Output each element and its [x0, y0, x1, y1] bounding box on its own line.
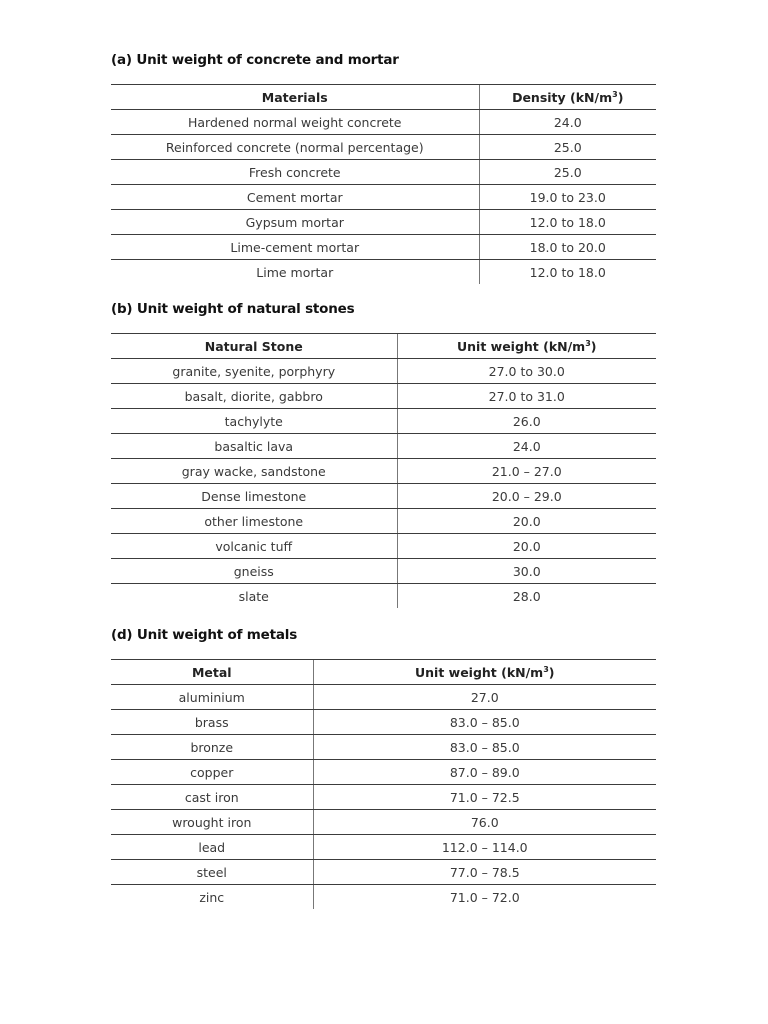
table-header-row: [111, 334, 656, 359]
unit-weight-cell: 21.0 – 27.0: [397, 459, 656, 484]
table-row: [111, 359, 656, 384]
column-header-unit-weight: [397, 334, 656, 359]
unit-weight-cell: 20.0: [397, 509, 656, 534]
unit-weight-cell: 28.0: [397, 584, 656, 609]
metal-cell: copper: [111, 760, 313, 785]
table-row: [111, 710, 656, 735]
unit-weight-cell: 83.0 – 85.0: [313, 735, 656, 760]
material-cell: Cement mortar: [111, 185, 479, 210]
table-row: [111, 434, 656, 459]
stone-cell: other limestone: [111, 509, 397, 534]
unit-weight-cell: 71.0 – 72.5: [313, 785, 656, 810]
density-cell: 24.0: [479, 110, 656, 135]
material-cell: Hardened normal weight concrete: [111, 110, 479, 135]
density-cell: 12.0 to 18.0: [479, 260, 656, 285]
unit-weight-cell: 24.0: [397, 434, 656, 459]
header-text: Density (kN/m: [512, 89, 613, 105]
unit-weight-cell: 27.0 to 30.0: [397, 359, 656, 384]
metal-cell: wrought iron: [111, 810, 313, 835]
table-row: [111, 185, 656, 210]
density-cell: 18.0 to 20.0: [479, 235, 656, 260]
stone-cell: basaltic lava: [111, 434, 397, 459]
metal-cell: zinc: [199, 889, 225, 905]
unit-weight-cell: 83.0 – 85.0: [313, 710, 656, 735]
material-cell: Lime mortar: [256, 264, 334, 280]
section-heading: (b) Unit weight of natural stones: [111, 301, 355, 317]
metal-cell: aluminium: [111, 685, 313, 710]
table-row: [111, 160, 656, 185]
column-header-unit-weight: [313, 660, 656, 685]
unit-weight-cell: 112.0 – 114.0: [313, 835, 656, 860]
unit-weight-cell: 26.0: [397, 409, 656, 434]
column-header-metal: Metal: [111, 660, 313, 685]
table-row: [111, 835, 656, 860]
stone-cell: gray wacke, sandstone: [111, 459, 397, 484]
table-header-row: [111, 85, 656, 110]
concrete-mortar-table: [111, 84, 656, 284]
stone-cell: basalt, diorite, gabbro: [111, 384, 397, 409]
table-row: [111, 735, 656, 760]
material-cell: Lime-cement mortar: [111, 235, 479, 260]
column-header-natural-stone: Natural Stone: [111, 334, 397, 359]
material-cell: Gypsum mortar: [111, 210, 479, 235]
table-row: [111, 885, 656, 910]
metal-cell: steel: [111, 860, 313, 885]
table-row: [111, 760, 656, 785]
density-cell: 19.0 to 23.0: [479, 185, 656, 210]
table-row: [111, 484, 656, 509]
stone-cell: granite, syenite, porphyry: [111, 359, 397, 384]
table-header-row: [111, 660, 656, 685]
metal-cell: bronze: [111, 735, 313, 760]
stone-cell: Dense limestone: [111, 484, 397, 509]
unit-weight-cell: 20.0: [397, 534, 656, 559]
table-row: [111, 135, 656, 160]
header-superscript: 3: [585, 338, 591, 348]
unit-weight-cell: 20.0 – 29.0: [397, 484, 656, 509]
stone-cell: gneiss: [111, 559, 397, 584]
metal-cell: cast iron: [111, 785, 313, 810]
density-cell: 25.0: [479, 160, 656, 185]
natural-stones-table: [111, 333, 656, 608]
table-row: [111, 860, 656, 885]
section-heading: (d) Unit weight of metals: [111, 627, 298, 643]
density-cell: 25.0: [479, 135, 656, 160]
column-header-materials: Materials: [111, 85, 479, 110]
header-text: Unit weight (kN/m: [456, 338, 586, 354]
table-row: [111, 409, 656, 434]
table-row: [111, 260, 656, 285]
unit-weight-cell: 30.0: [397, 559, 656, 584]
section-heading: (a) Unit weight of concrete and mortar: [111, 52, 399, 68]
stone-cell: slate: [238, 588, 269, 604]
metal-cell: brass: [111, 710, 313, 735]
table-row: [111, 110, 656, 135]
table-row: [111, 384, 656, 409]
column-header-density: [479, 85, 656, 110]
table-row: [111, 810, 656, 835]
material-cell: Fresh concrete: [111, 160, 479, 185]
unit-weight-cell: 87.0 – 89.0: [313, 760, 656, 785]
table-row: [111, 584, 656, 609]
table-row: [111, 235, 656, 260]
stone-cell: volcanic tuff: [111, 534, 397, 559]
stone-cell: tachylyte: [111, 409, 397, 434]
header-superscript: 3: [543, 664, 549, 674]
header-text-end: ): [590, 338, 597, 354]
metals-table: [111, 659, 656, 909]
table-row: [111, 785, 656, 810]
table-row: [111, 685, 656, 710]
unit-weight-cell: 71.0 – 72.0: [313, 885, 656, 910]
unit-weight-cell: 27.0: [313, 685, 656, 710]
material-cell: Reinforced concrete (normal percentage): [111, 135, 479, 160]
table-row: [111, 459, 656, 484]
table-row: [111, 210, 656, 235]
header-superscript: 3: [612, 89, 618, 99]
header-text: Unit weight (kN/m: [414, 664, 544, 680]
metal-cell: lead: [111, 835, 313, 860]
unit-weight-cell: 77.0 – 78.5: [313, 860, 656, 885]
unit-weight-cell: 27.0 to 31.0: [397, 384, 656, 409]
table-row: [111, 534, 656, 559]
density-cell: 12.0 to 18.0: [479, 210, 656, 235]
table-row: [111, 509, 656, 534]
header-text-end: ): [617, 89, 624, 105]
header-text-end: ): [548, 664, 555, 680]
table-row: [111, 559, 656, 584]
unit-weight-cell: 76.0: [313, 810, 656, 835]
